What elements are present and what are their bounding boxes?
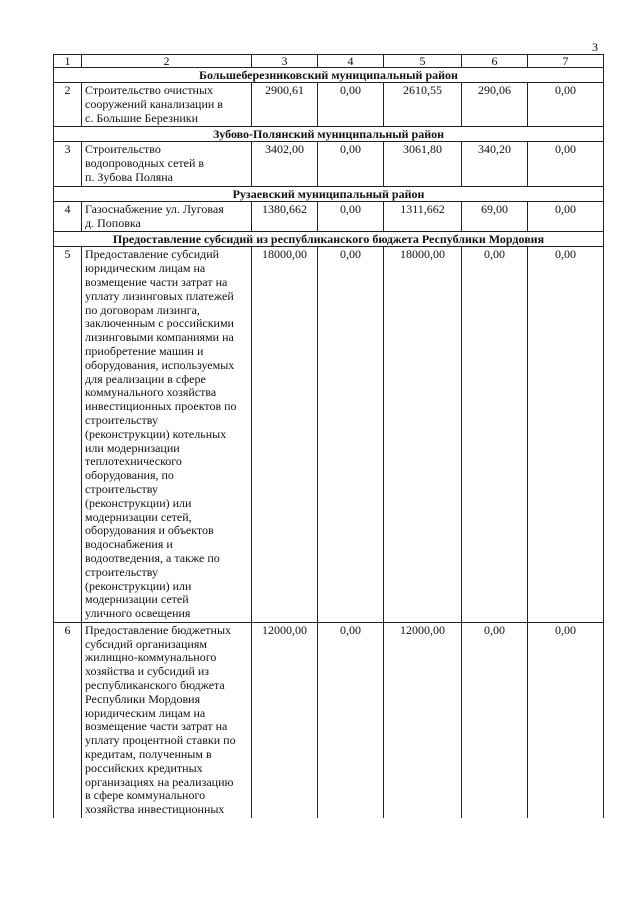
- row-description: Газоснабжение ул. Луговая д. Поповка: [82, 201, 252, 232]
- row-number: 3: [54, 142, 82, 186]
- header-cell: 7: [528, 55, 604, 68]
- value-cell: 290,06: [462, 83, 528, 127]
- section-title: Предоставление субсидий из республиканского бюджета Республики Мордовия: [54, 232, 604, 247]
- value-cell: 69,00: [462, 201, 528, 232]
- value-cell: 3061,80: [384, 142, 462, 186]
- table-row: [54, 622, 604, 818]
- value-cell: 18000,00: [252, 247, 318, 623]
- row-description: Предоставление бюджетных субсидий организациям жилищно-коммунального хозяйства и субсидий из республиканского бюджета Республики Мордовия юридическим лицам на возмещение части затрат на уплату процентной ставки по кредитам, полученным в российских кредитных организациях на реализацию в сфере коммунального хозяйства инвестиционных: [82, 622, 252, 818]
- header-cell: 2: [82, 55, 252, 68]
- value-cell: 0,00: [318, 83, 384, 127]
- table-row: [54, 247, 604, 623]
- table-row: [54, 201, 604, 232]
- header-row: [54, 55, 604, 68]
- value-cell: 18000,00: [384, 247, 462, 623]
- value-cell: 0,00: [318, 622, 384, 818]
- header-cell: 3: [252, 55, 318, 68]
- value-cell: 0,00: [528, 83, 604, 127]
- row-number: 4: [54, 201, 82, 232]
- table-row: [54, 142, 604, 186]
- section-title: Большеберезниковский муниципальный район: [54, 68, 604, 83]
- value-cell: 0,00: [318, 201, 384, 232]
- value-cell: 1380,662: [252, 201, 318, 232]
- row-description: Строительство очистных сооружений канализации в с. Большие Березники: [82, 83, 252, 127]
- row-number: 2: [54, 83, 82, 127]
- value-cell: 0,00: [462, 247, 528, 623]
- section-row: [54, 68, 604, 83]
- row-description: Строительство водопроводных сетей в п. Зубова Поляна: [82, 142, 252, 186]
- value-cell: 12000,00: [384, 622, 462, 818]
- value-cell: 1311,662: [384, 201, 462, 232]
- value-cell: 0,00: [318, 142, 384, 186]
- value-cell: 0,00: [318, 247, 384, 623]
- header-cell: 6: [462, 55, 528, 68]
- value-cell: 12000,00: [252, 622, 318, 818]
- section-row: [54, 186, 604, 201]
- page-number: 3: [592, 40, 598, 54]
- row-description: Предоставление субсидий юридическим лицам на возмещение части затрат на уплату лизинговых платежей по договорам лизинга, заключенным с российскими лизинговыми компаниями на приобретение машин и оборудования, используемых для реализации в сфере коммунального хозяйства инвестиционных проектов по строительству (реконструкции) котельных или модернизации теплотехнического оборудования, по строительству (реконструкции) или модернизации сетей, оборудования и объектов водоснабжения и водоотведения, а также по строительству (реконструкции) или модернизации сетей уличного освещения: [82, 247, 252, 623]
- header-cell: 4: [318, 55, 384, 68]
- section-row: [54, 127, 604, 142]
- section-title: Рузаевский муниципальный район: [54, 186, 604, 201]
- row-number: 6: [54, 622, 82, 818]
- value-cell: 0,00: [528, 622, 604, 818]
- value-cell: 2610,55: [384, 83, 462, 127]
- budget-table: [53, 54, 604, 818]
- value-cell: 0,00: [528, 247, 604, 623]
- row-number: 5: [54, 247, 82, 623]
- value-cell: 3402,00: [252, 142, 318, 186]
- value-cell: 0,00: [462, 622, 528, 818]
- value-cell: 2900,61: [252, 83, 318, 127]
- section-title: Зубово-Полянский муниципальный район: [54, 127, 604, 142]
- section-row: [54, 232, 604, 247]
- value-cell: 0,00: [528, 142, 604, 186]
- value-cell: 340,20: [462, 142, 528, 186]
- value-cell: 0,00: [528, 201, 604, 232]
- header-cell: 5: [384, 55, 462, 68]
- table-row: [54, 83, 604, 127]
- header-cell: 1: [54, 55, 82, 68]
